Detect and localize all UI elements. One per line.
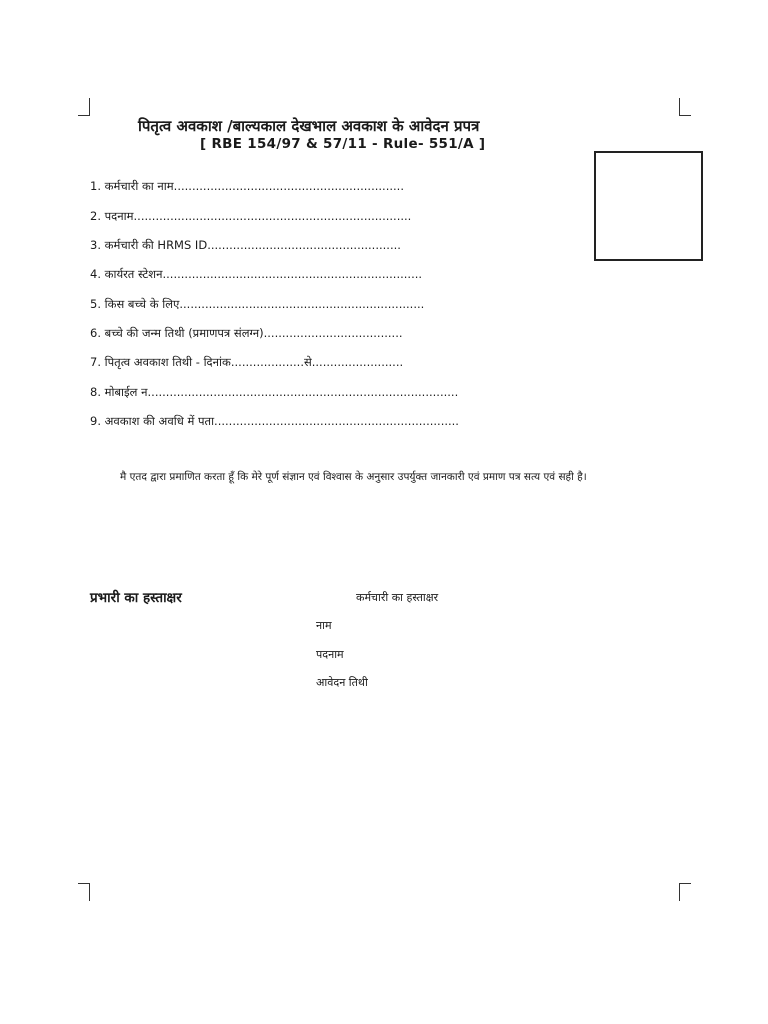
field-label: 2. पदनाम (90, 209, 134, 223)
employee-name-label: नाम (316, 619, 332, 632)
employee-designation-label: पदनाम (316, 648, 344, 661)
incharge-signature-label: प्रभारी का हस्ताक्षर (90, 590, 182, 606)
field-label: 5. किस बच्चे के लिए (90, 297, 180, 311)
field-leave-address[interactable] (90, 411, 459, 431)
field-mobile-number[interactable] (90, 382, 458, 402)
field-label: 9. अवकाश की अवधि में पता (90, 414, 215, 428)
field-blank: ..................................................... (207, 238, 401, 252)
field-blank: ...................................... (263, 326, 403, 340)
form-title: पितृत्व अवकाश /बाल्यकाल देखभाल अवकाश के आवेदन प्रपत्र (138, 117, 480, 135)
field-label: 4. कार्यरत स्टेशन (90, 267, 163, 281)
crop-mark-top-right (679, 98, 691, 116)
field-blank: ....................से......................... (230, 355, 404, 369)
field-label: 8. मोबाईल न. (90, 385, 152, 399)
field-blank: ................................................................... (179, 297, 425, 311)
crop-mark-bottom-left (78, 883, 90, 901)
field-blank: ....................................................................... (162, 267, 423, 281)
field-child-birth-date[interactable] (90, 323, 403, 343)
field-blank: ............................................................................ (133, 209, 412, 223)
crop-mark-top-left (78, 98, 90, 116)
declaration-text: मै एतद द्वारा प्रमाणित करता हूँ कि मेरे पूर्ण संज्ञान एवं विश्वास के अनुसार उपर्युक्त जानकारी एवं प्रमाण पत्र सत्य एवं सही है। (120, 471, 587, 483)
field-employee-name[interactable] (90, 176, 404, 196)
field-label: 3. कर्मचारी की HRMS ID (90, 238, 208, 252)
form-rule-reference: [ RBE 154/97 & 57/11 - Rule- 551/A ] (200, 136, 486, 152)
field-hrms-id[interactable] (90, 235, 401, 255)
field-child[interactable] (90, 294, 424, 314)
field-blank: .................................................................................... (151, 385, 459, 399)
photo-box (594, 151, 703, 261)
field-blank: ............................................................... (173, 179, 404, 193)
field-blank: ................................................................... (214, 414, 459, 428)
field-label: 1. कर्मचारी का नाम (90, 179, 174, 193)
employee-signature-label: कर्मचारी का हस्ताक्षर (356, 591, 439, 604)
field-label: 7. पितृत्व अवकाश तिथी - दिनांक (90, 355, 231, 369)
crop-mark-bottom-right (679, 883, 691, 901)
application-date-label: आवेदन तिथी (316, 676, 368, 689)
field-designation[interactable] (90, 206, 411, 226)
field-working-station[interactable] (90, 264, 422, 284)
field-label: 6. बच्चे की जन्म तिथी (प्रमाणपत्र संलग्न) (90, 326, 264, 340)
field-leave-dates[interactable] (90, 352, 403, 372)
